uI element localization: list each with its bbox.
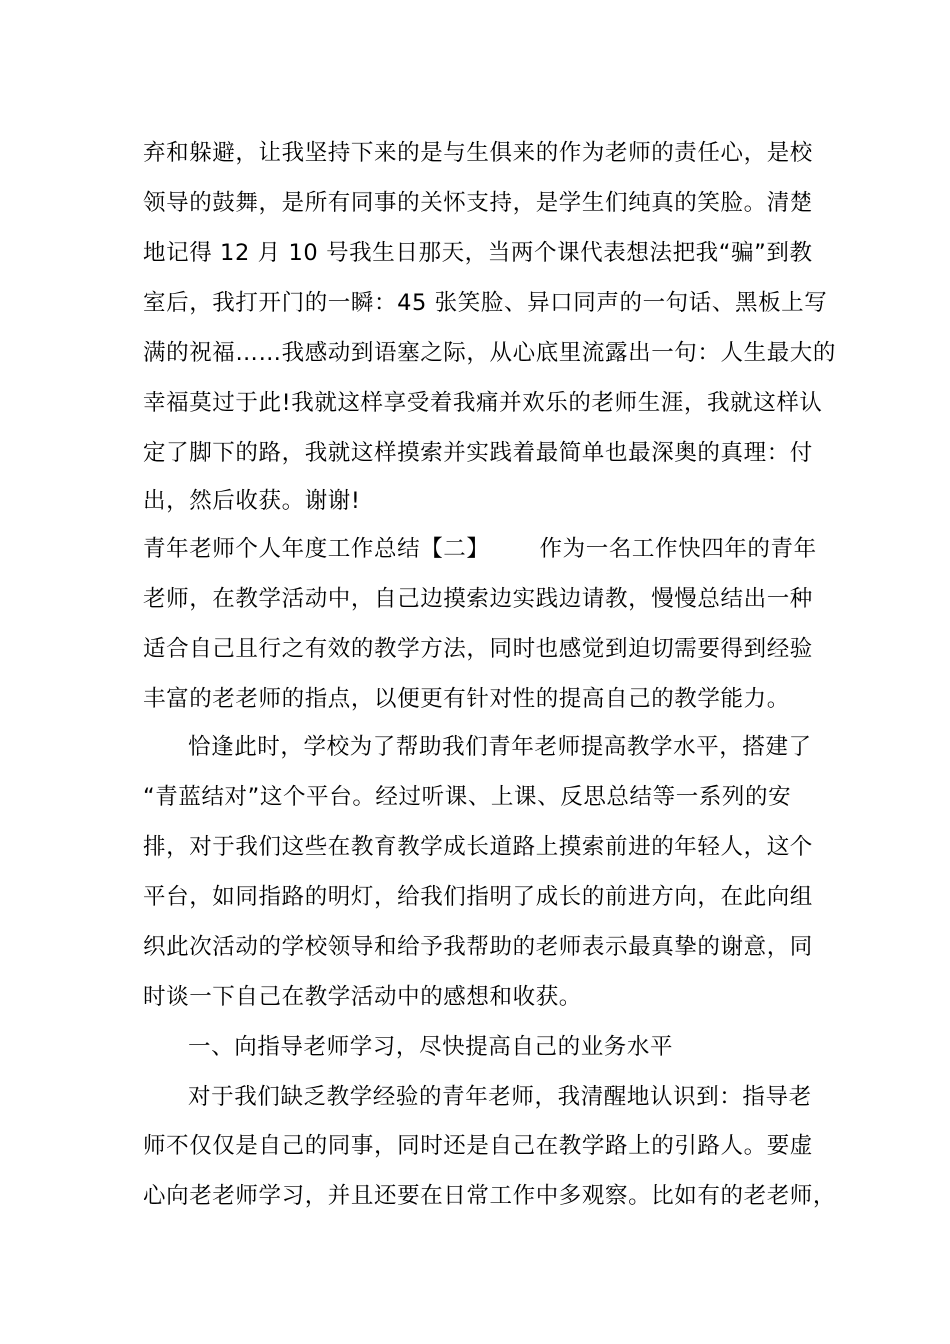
text-line: 适合自己且行之有效的教学方法，同时也感觉到迫切需要得到经验 bbox=[143, 636, 813, 662]
text-line: 时谈一下自己在教学活动中的感想和收获。 bbox=[143, 984, 582, 1010]
text-line: “青蓝结对”这个平台。经过听课、上课、反思总结等一系列的安 bbox=[143, 784, 792, 810]
text-line: 丰富的老老师的指点，以便更有针对性的提高自己的教学能力。 bbox=[143, 686, 790, 712]
paragraph-first-line: 对于我们缺乏教学经验的青年老师，我清醒地认识到：指导老 bbox=[188, 1084, 812, 1110]
text-line: 心向老老师学习，并且还要在日常工作中多观察。比如有的老老师， bbox=[143, 1183, 837, 1209]
text-line: 地记得 12 月 10 号我生日那天，当两个课代表想法把我“骗”到教 bbox=[143, 240, 813, 266]
section-title: 青年老师个人年度工作总结【二】 bbox=[143, 536, 490, 562]
text-line: 弃和躲避，让我坚持下来的是与生俱来的作为老师的责任心，是校 bbox=[143, 140, 813, 166]
text-line: 出，然后收获。谢谢! bbox=[143, 488, 361, 514]
text-line: 平台，如同指路的明灯，给我们指明了成长的前进方向，在此向组 bbox=[143, 884, 813, 910]
section-first-line-text: 作为一名工作快四年的青年 bbox=[539, 536, 817, 562]
text-line: 老师，在教学活动中，自己边摸索边实践边请教，慢慢总结出一种 bbox=[143, 586, 813, 612]
section-title-line bbox=[143, 524, 823, 574]
heading-line: 一、向指导老师学习，尽快提高自己的业务水平 bbox=[188, 1034, 674, 1060]
paragraph-first-line: 恰逢此时，学校为了帮助我们青年老师提高教学水平，搭建了 bbox=[188, 734, 812, 760]
text-line: 师不仅仅是自己的同事，同时还是自己在教学路上的引路人。要虚 bbox=[143, 1133, 813, 1159]
text-line: 室后，我打开门的一瞬：45 张笑脸、异口同声的一句话、黑板上写 bbox=[143, 290, 828, 316]
text-line: 排，对于我们这些在教育教学成长道路上摸索前进的年轻人，这个 bbox=[143, 834, 813, 860]
text-line: 定了脚下的路，我就这样摸索并实践着最简单也最深奥的真理：付 bbox=[143, 440, 813, 466]
text-line: 织此次活动的学校领导和给予我帮助的老师表示最真挚的谢意，同 bbox=[143, 934, 813, 960]
text-line: 幸福莫过于此!我就这样享受着我痛并欢乐的老师生涯，我就这样认 bbox=[143, 390, 823, 416]
text-line: 领导的鼓舞，是所有同事的关怀支持，是学生们纯真的笑脸。清楚 bbox=[143, 190, 813, 216]
text-line: 满的祝福……我感动到语塞之际，从心底里流露出一句：人生最大的 bbox=[143, 340, 837, 366]
